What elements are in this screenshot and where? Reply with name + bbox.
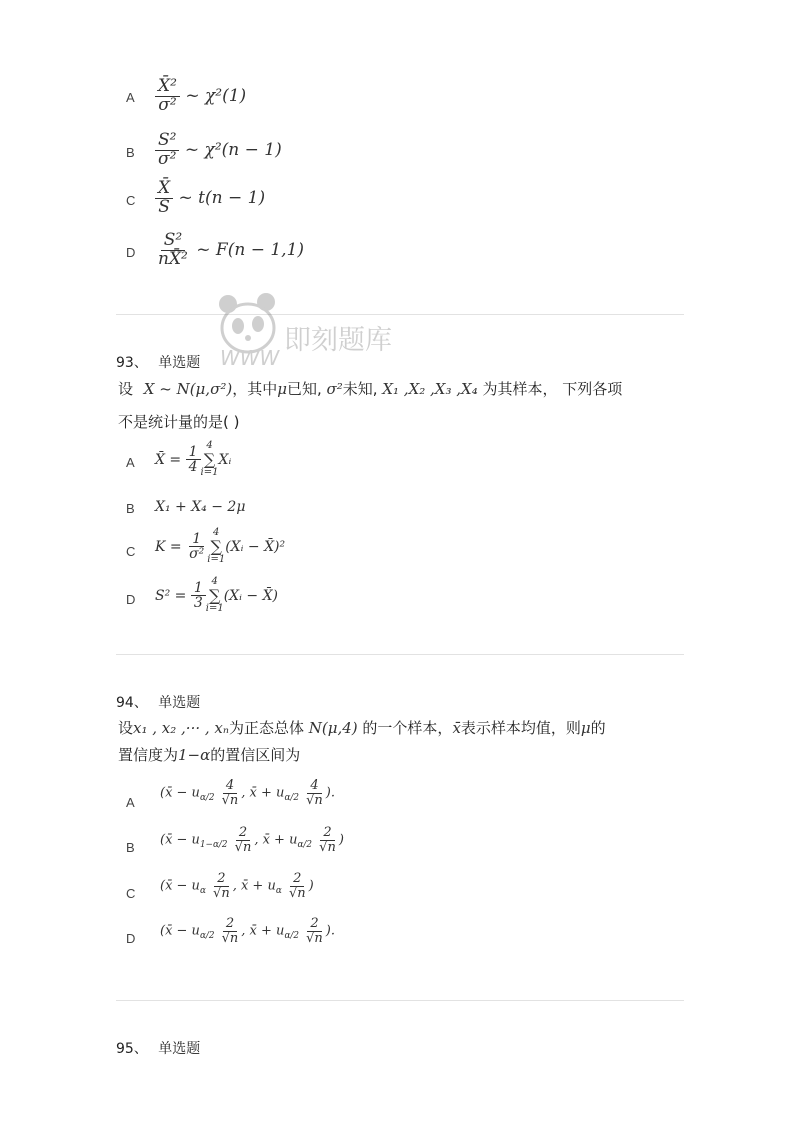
question-number: 94、 bbox=[116, 695, 148, 711]
divider bbox=[116, 314, 684, 315]
question-stem-line2: 置信度为1−α的置信区间为 bbox=[118, 746, 301, 764]
option-formula[interactable]: S² = $\frac{1}{3}$ 4 ∑ i=1 (Xᵢ − X̄) bbox=[155, 576, 279, 615]
option-letter[interactable]: A bbox=[126, 90, 135, 105]
question-type: 单选题 bbox=[158, 695, 201, 711]
option-letter[interactable]: D bbox=[126, 931, 136, 946]
question-header bbox=[116, 352, 200, 372]
question-type: 单选题 bbox=[158, 1041, 201, 1057]
question-header bbox=[116, 692, 200, 712]
watermark-subtext: WWW bbox=[220, 346, 280, 370]
option-letter[interactable]: C bbox=[126, 544, 136, 559]
question-number: 93、 bbox=[116, 355, 148, 371]
question-number: 95、 bbox=[116, 1041, 148, 1057]
option-letter[interactable]: C bbox=[126, 886, 136, 901]
watermark-text: 即刻题库 bbox=[284, 325, 392, 356]
option-formula[interactable]: (x̄ − $u_{\alpha/2}$ $\frac{4}{√n}$ , x̄ + $u_{\alpha/2}$ $\frac{4}{√n}$ ). bbox=[160, 778, 336, 808]
option-formula[interactable]: (x̄ − $u_{1-\alpha/2}$ $\frac{2}{√n}$ , x̄ + $u_{\alpha/2}$ $\frac{2}{√n}$ ) bbox=[160, 825, 344, 855]
option-formula[interactable]: X̄ = $\frac{1}{4}$ 4 ∑ i=1 Xᵢ bbox=[155, 440, 232, 479]
option-formula[interactable]: (x̄ − $u_\alpha$ $\frac{2}{√n}$ , x̄ + $u_\alpha$ $\frac{2}{√n}$ ) bbox=[160, 871, 314, 901]
option-formula[interactable]: (x̄ − $u_{\alpha/2}$ $\frac{2}{√n}$ , x̄ + $u_{\alpha/2}$ $\frac{2}{√n}$ ). bbox=[160, 916, 336, 946]
option-letter[interactable]: B bbox=[126, 501, 135, 516]
divider bbox=[116, 1000, 684, 1001]
option-letter[interactable]: B bbox=[126, 840, 135, 855]
option-letter[interactable]: A bbox=[126, 795, 135, 810]
option-letter[interactable]: D bbox=[126, 245, 136, 260]
question-stem: 设x₁ , x₂ ,··· , xₙ为正态总体 N(μ,4) 的一个样本，x̄表示样本均值，则μ的 bbox=[118, 719, 606, 737]
option-letter[interactable]: D bbox=[126, 592, 136, 607]
question-type: 单选题 bbox=[158, 355, 201, 371]
option-letter[interactable]: C bbox=[126, 193, 136, 208]
option-letter[interactable]: B bbox=[126, 145, 135, 160]
option-formula[interactable]: $\frac{\text{S²}}{\text{nX̄²}}$ ~ F(n − 1,1) bbox=[158, 230, 305, 269]
option-formula[interactable]: $\frac{\text{X̄²}}{\text{σ²}}$ ~ χ²(1) bbox=[155, 78, 246, 115]
question-stem-line2: 不是统计量的是( ) bbox=[118, 413, 240, 431]
option-letter[interactable]: A bbox=[126, 455, 135, 470]
option-formula[interactable]: K = $\frac{1}{\text{σ²}}$ 4 ∑ i=1 (Xᵢ − X̄)² bbox=[155, 527, 286, 566]
question-header bbox=[116, 1038, 200, 1058]
option-formula[interactable]: $\frac{X̄}{S}$ ~ t(n − 1) bbox=[155, 180, 265, 217]
option-formula[interactable]: X₁ + X₄ − 2μ bbox=[155, 499, 246, 515]
question-stem: 设 X ~ N(μ,σ²)，其中μ已知, σ²未知, X₁ ,X₂ ,X₃ ,X₄ 为其样本， 下列各项 bbox=[118, 380, 623, 398]
divider bbox=[116, 654, 684, 655]
option-formula[interactable]: $\frac{\text{S²}}{\text{σ²}}$ ~ χ²(n − 1) bbox=[155, 132, 282, 169]
